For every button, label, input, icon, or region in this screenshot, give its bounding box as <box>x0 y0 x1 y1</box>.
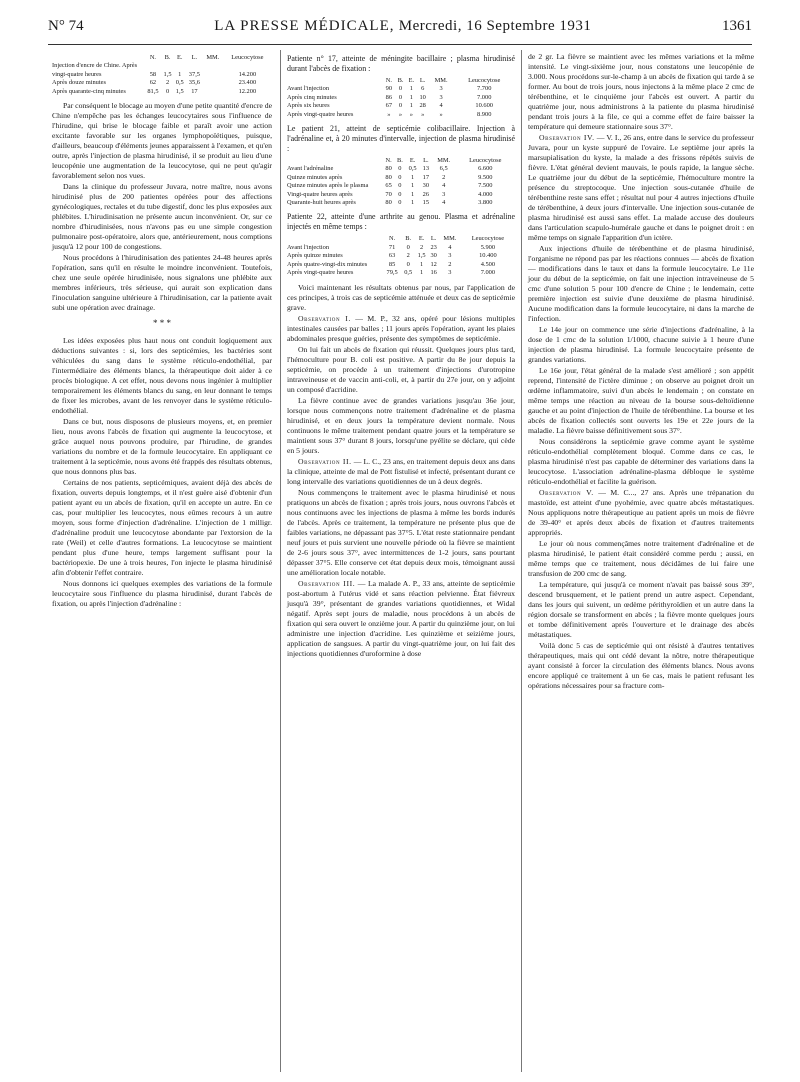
table-cell: 0 <box>398 199 402 207</box>
table-cell: 79,5 <box>386 269 398 277</box>
table-row <box>287 165 515 173</box>
column-header: B. <box>164 54 171 61</box>
table-cell: 3 <box>442 190 446 198</box>
observation-3 <box>287 579 515 659</box>
journal-masthead <box>214 18 591 35</box>
table-cell: 7.000 <box>477 93 492 101</box>
table-cell: 1,5 <box>175 87 184 95</box>
row-label: Après cinq minutes <box>287 93 337 101</box>
paragraph: Le jour où nous commençâmes notre traitement d'adrénaline et de plasma hirudinisé, le patient était considéré comme perdu ; aussi, en même temps que ce traitement, nous décidâmes de lui faire une transfusion de 200 cmc de sang. <box>528 539 754 578</box>
column-header: MM. <box>437 157 451 165</box>
table-row <box>287 261 515 269</box>
column-divider <box>280 50 281 1072</box>
table-row <box>287 174 515 182</box>
table-cell <box>203 88 223 96</box>
table-cell: 80 <box>385 165 392 173</box>
paragraph: Dans la clinique du professeur Juvara, notre maître, nous avons hirudinisé plus de 200 patientes opérées pour des affections gynécologiques, rectales et du tube digestif, donc les plus exposées aux phlébites. L'hirudinisation ne présente aucun inconvénient. Or, sur ce nombre d'hirudinisées, nous n'avons pas eu une simple congestion pulmonaire post-opératoire, alors que, antérieurement, nous comptions jusqu'à 12 pour 100 de congestions. <box>52 182 272 252</box>
table-cell: » <box>421 110 425 118</box>
table-caption: Patiente 22, atteinte d'une arthrite au genou. Plasma et adrénaline injectés en même temps : <box>287 212 515 232</box>
table-cell: 81,5 <box>147 87 159 95</box>
paragraph: On lui fait un abcès de fixation qui réussit. Quelques jours plus tard, l'hémoculture pour B. coli est positive. A partir du 8e jour depuis la septicémie, on procède à un traitement d'injections d'urotropine intraveineuse et de vaccin anti-coli, et, à partir du 27e jour, on y adjoint un composé d'acridine. <box>287 344 515 394</box>
table-cell: 58 <box>149 70 157 78</box>
table-cell: 10 <box>419 93 426 101</box>
table-cell: 0 <box>398 173 402 181</box>
table-row <box>52 62 272 79</box>
table-cell: 0 <box>165 87 170 95</box>
issue-date: Mercredi, 16 Septembre 1931 <box>398 18 592 34</box>
table-cell: 1 <box>409 102 413 110</box>
table-row <box>287 199 515 207</box>
table-cell: 12 <box>430 260 437 268</box>
row-label: Après vingt-quatre heures <box>287 269 354 277</box>
table-row <box>52 79 272 87</box>
observation-text: — V. I., 26 ans, entre dans le service du professeur Juvara, pour un kyste suppuré de l'ovaire. Le septième jour après la marsupialisation du kyste, la malade a des frissons répétés suivis de fièvre. L'état général devient mauvais, le pouls rapide, la langue sèche. Le quatrième jour du début de la septicémie, l'hémoculture montre la présence du streptocoque. Une injection sous-cutanée d'huile de térébenthine reste sans effet ; résultat nul pour 4 autres injections d'huile de térébenthine, à deux jours d'intervalle. Une injection sous-cutanée de plasma hirudinisé est aussi sans effet. La malade accuse des douleurs dans l'articulation scapulo-humérale gauche et dans le poignet droit : en même temps on signale l'apparition d'un ictère. <box>528 133 754 242</box>
table-cell: 37,5 <box>188 70 200 78</box>
table-row <box>52 88 272 96</box>
column-header: MM. <box>206 54 220 61</box>
table-cell: 2 <box>442 173 446 181</box>
table-caption: Patiente n° 17, atteinte de méningite bacillaire ; plasma hirudinisé durant l'abcès de fixation : <box>287 54 515 73</box>
table-cell: 30 <box>422 182 430 190</box>
row-label: Avant l'injection <box>287 243 330 251</box>
table-cell: 9.500 <box>478 173 493 181</box>
row-label: Après vingt-quatre heures <box>287 110 354 118</box>
table-cell: 7.000 <box>480 269 496 277</box>
column-header: E. <box>408 77 415 84</box>
table-cell: 4.500 <box>480 260 496 268</box>
column-header: N. <box>385 77 392 84</box>
row-label: Après quinze minutes <box>287 252 343 260</box>
page-header <box>48 18 752 45</box>
observation-text: — La malade A. P., 33 ans, atteinte de septicémie post-abortum à l'utérus vidé et sans réaction pelvienne. État fiévreux jusqu'à 39°, présentant de grandes variations quotidiennes, et Widal négatif. Après sept jours de maladie, nous procédons à un abcès de fixation qui sera ouvert le onzième jour. A partir du quinzième jour, on lui administre une injection d'acridine. Les quinzième et seizième jours, application de sangsues. A partir du vingt-quatrième jour, on lui fait des injections quotidiennes d'uroformine à dose <box>287 578 516 658</box>
table-cell: 70 <box>385 190 392 198</box>
table-cell: 1,5 <box>417 252 426 260</box>
column-header <box>287 157 383 165</box>
paragraph: Le 16e jour, l'état général de la malade s'est amélioré ; son appétit reprend, l'intensité de l'ictère diminue ; on observe au poignet droit un œdème inflammatoire, suivi d'un abcès le lendemain ; on constate en même temps une réaction au niveau de la bourse sous-deltoïdienne gauche et au point d'injection de l'huile de térébenthine. La bourse et les abcès de fixation collectés sont ouverts les 19e et 22e jours de la maladie. La fièvre baisse définitivement sous 37°. <box>528 366 754 435</box>
table-cell: 6 <box>421 85 425 93</box>
row-label: Après quarante-cinq minutes <box>52 87 126 95</box>
paragraph: Certains de nos patients, septicémiques, avaient déjà des abcès de fixation, ouverts depuis longtemps, et il n'est guère aisé d'obtenir d'un patient ayant eu un abcès de fixation, qu'il en accepte un autre. En ce cas, pour multiplier les leucocytes, nous eûmes recours à un autre moyen, sous forme d'injection d'adrénaline. L'injection de 1 milligr. d'adrénaline produit une leucocytose abondante par l'extorsion de la rate (Weil) et celle d'autres formations. La leucocytose se maintient pendant plus d'une heure, temps largement suffisant pour la bactériopexie. De une à trois heures, l'on injecte le plasma hirudinisé afin d'obtenir l'effet contraire. <box>52 478 272 578</box>
table-row <box>287 269 515 277</box>
observation-text: — M. P., 32 ans, opéré pour lésions multiples intestinales causées par balles ; 11 jours après l'opération, ayant les plaies abdominales presque guéries, présente des symptômes de septicémie. <box>287 313 516 343</box>
column-header: B. <box>397 77 404 84</box>
column-header: Leucocytose <box>231 54 264 61</box>
table-cell: 3.800 <box>478 199 493 207</box>
table-cell: 5.900 <box>480 243 496 251</box>
table-cell: 0,5 <box>404 269 413 277</box>
journal-title: LA PRESSE MÉDICALE, <box>214 18 395 34</box>
column-header: L. <box>191 54 198 61</box>
table-cell: 90 <box>385 85 393 93</box>
observation-label: Observation V. <box>539 488 594 497</box>
paragraph: Nous donnons ici quelques exemples des variations de la formule leucocytaire sous l'influence du plasma hirudinisé, durant l'abcès de fixation, ou après l'injection d'adrénaline : <box>52 579 272 609</box>
table-cell: 80 <box>385 199 392 207</box>
table-cell: 30 <box>430 252 437 260</box>
table-cell: 28 <box>419 102 426 110</box>
row-label: Après quatre-vingt-dix minutes <box>287 260 368 268</box>
table-cell: 1,5 <box>163 70 172 78</box>
table-cell: 0 <box>406 243 410 251</box>
table-cell: 10.600 <box>475 102 493 110</box>
column-right <box>528 52 754 692</box>
column-divider <box>521 50 522 1072</box>
table-cell: 1 <box>178 70 182 78</box>
column-header: L. <box>430 235 437 243</box>
observation-1 <box>287 314 515 344</box>
table-cell: 67 <box>385 102 393 110</box>
leucocyte-table-encre <box>52 54 272 96</box>
column-header: E. <box>177 54 183 61</box>
table-cell: » <box>409 110 413 118</box>
table-cell: 85 <box>388 260 396 268</box>
table-cell: » <box>387 110 391 118</box>
table-row <box>287 244 515 252</box>
page-number: 1361 <box>721 18 752 34</box>
paragraph: La fièvre continue avec de grandes variations jusqu'au 36e jour, lorsque nous commençons notre traitement d'adrénaline et de plasma hirudinisé, et en deux jours la température devient normale. Nous continuons le même traitement pendant quatre jours et la température se maintient sous 37° durant 8 jours, lorsqu'une pyélite se déclare, qui cède en 5 jours. <box>287 395 515 455</box>
table-cell: 1 <box>420 269 424 277</box>
table-row <box>287 252 515 260</box>
table-cell: 2 <box>406 252 410 260</box>
table-cell: 13 <box>422 165 430 173</box>
table-cell: 26 <box>422 190 430 198</box>
paragraph: La température, qui jusqu'à ce moment n'avait pas baissé sous 39°, descend brusquement, et le patient prend un autre aspect. Cependant, dans les jours qui suivent, un œdème périthyroïdien et un autre dans la région dorsale se transforment en abcès ; la fièvre monte quelques jours et tombe définitivement après l'ouverture et le drainage des abcès métastatiques. <box>528 580 754 639</box>
paragraph: Nous considérons la septicémie grave comme ayant le système réticulo-endothélial complètement bloqué. Comme dans ce cas, le plasma hirudinisé n'est pas capable de déterminer des variations dans la leucocytose. L'association adrénaline-plasma débloque le système réticulo-endothélial et facilite la guérison. <box>528 437 754 486</box>
table-cell: 1 <box>411 190 415 198</box>
table-cell: 0 <box>398 85 403 93</box>
column-header: L. <box>423 157 429 165</box>
table-cell: 65 <box>385 182 392 190</box>
table-cell: 86 <box>385 93 393 101</box>
table-cell: 7.500 <box>478 182 493 190</box>
table-cell: 1 <box>409 93 413 101</box>
table-row <box>287 191 515 199</box>
table-cell: 16 <box>430 269 437 277</box>
table-cell: 80 <box>385 173 392 181</box>
column-header: L. <box>419 77 426 84</box>
table-cell: 15 <box>422 199 430 207</box>
table-cell: 0,5 <box>175 79 184 87</box>
paragraph: Nous procédons à l'hirudinisation des patientes 24-48 heures après l'opération, sans qu'il en résulte le moindre inconvénient. Toutefois, chez une seule opérée hirudinisée, nous signalons une phlébite aux membres inférieurs, très sérieuse, qui aurait son explication dans l'inoculation sanguine ultérieure à l'hirudinisation, car la patiente avait subi une opération avec drainage. <box>52 253 272 313</box>
column-left <box>52 52 272 610</box>
column-header: Leucocytose <box>471 235 505 243</box>
row-label: Injection d'encre de Chine. Après vingt-quatre heures <box>52 62 138 78</box>
table-cell: 4 <box>442 199 446 207</box>
table-cell: 63 <box>388 252 396 260</box>
table-cell: 0,5 <box>408 165 417 173</box>
table-caption: Le patient 21, atteint de septicémie colibacillaire. Injection à l'adrénaline et, à 20 minutes d'intervalle, injection de plasma hirudinisé : <box>287 124 515 154</box>
observation-label: Observation II. <box>298 456 352 466</box>
paragraph: Le 14e jour on commence une série d'injections d'adrénaline, à la dose de 1 cmc de la solution 1/1000, chacune suivie à 1 heure d'une injection de plasma hirudinisé. La formule leucocytaire présente de grandes variations. <box>528 325 754 364</box>
column-header: B. <box>396 157 403 165</box>
table-cell: 35,6 <box>188 79 200 87</box>
column-header <box>52 54 144 62</box>
table-cell: 0 <box>398 102 403 110</box>
column-header: N. <box>389 235 396 243</box>
row-label: Après six heures <box>287 102 330 110</box>
table-cell: 2 <box>165 79 170 87</box>
row-label: Vingt-quatre heures après <box>287 190 353 198</box>
leucocyte-table-patient-17 <box>287 77 515 119</box>
table-cell: 4 <box>442 182 446 190</box>
paragraph: Voilà donc 5 cas de septicémie qui ont résisté à d'autres tentatives thérapeutiques, mais qui ont cédé devant la nôtre, notre thérapeutique ayant consisté à forcer la circulation des éléments blancs. Nous avons encore appliqué ce traitement à un 6e cas, mais le patient refusant les opérations nécessaires pour sa fracture com- <box>528 641 754 690</box>
table-cell: » <box>398 110 403 118</box>
table-cell: 23.400 <box>238 79 257 87</box>
paragraph: Les idées exposées plus haut nous ont conduit logiquement aux déductions suivantes : si, lors des septicémies, les bactéries sont véhiculées du sang dans le système réticulo-endothélial, par l'intermédiaire des éléments blancs, la thérapeutique doit aider à ce procès biologique. A cet effet, nous devons nous ingénier à multiplier temporairement les éléments blancs du sang, en leur donnant le temps de fixer les microbes, avant de les renvoyer dans le système réticulo-endothélial. <box>52 336 272 416</box>
table-cell: 4 <box>448 243 452 251</box>
column-header: MM. <box>434 77 448 84</box>
leucocyte-table-patient-22 <box>287 235 515 277</box>
table-cell <box>203 62 223 79</box>
observation-text: — L. C., 23 ans, en traitement depuis deux ans dans la clinique, atteinte de mal de Pott fistulisé et infecté, présentant durant ce long intervalle des variations quotidiennes de un à deux degrés. <box>287 456 516 486</box>
paragraph: de 2 gr. La fièvre se maintient avec les mêmes variations et la même intensité. Le vingt-sixième jour, nous constatons une leucopénie de 3.000. Nous procédons sur-le-champ à un abcès de fixation qui tarde à se former. Au bout de trois jours, nous injectons à la même place 2 cmc de térébenthine, et le cinquième jour l'abcès est ouvert. A partir du quatrième jour, nous administrons à la patiente du plasma hirudinisé pendant trois jours à la file, ce qui a comme effet de faire baisser la température qui demeure stationnaire sous 37°. <box>528 52 754 131</box>
column-header: E. <box>418 235 425 243</box>
table-cell: 2 <box>420 243 424 251</box>
observation-4 <box>528 133 754 243</box>
table-cell: 2 <box>448 260 452 268</box>
issue-number: N° 74 <box>48 18 84 34</box>
paragraph: Aux injections d'huile de térébenthine et de plasma hirudinisé, l'organisme ne répond pas par les réactions connues — abcès de fixation — modifications dans le taux et dans la formule leucocytaire. Le 11e jour du début de la septicémie, on fait une injection intraveineuse de 5 cmc d'une solution 5 pour 100 d'encre de Chine ; le lendemain, cette première injection est suivie d'une deuxième de plasma hirudinisé. Aucune modification dans la formule leucocytaire, ni dans la marche de l'infection. <box>528 244 754 323</box>
table-row <box>287 94 515 102</box>
row-label: Après douze minutes <box>52 79 106 87</box>
observation-text: — M. C..., 27 ans. Après une trépanation du mastoïde, est atteint d'une pyohémie, avec quatre abcès métastatiques. Nous appliquons notre thérapeutique au patient après un mois de fièvre de 39-40° et après deux abcès de fixation et d'autres traitements appropriés. <box>528 488 754 537</box>
table-header-row <box>287 157 515 165</box>
table-cell: 17 <box>422 173 430 181</box>
column-header: Leucocytose <box>468 77 501 84</box>
paragraph: Voici maintenant les résultats obtenus par nous, par l'application de ces principes, à trois cas de septicémie atténuée et deux cas de septicémie grave. <box>287 282 515 312</box>
table-header-row <box>287 235 515 243</box>
table-cell: 0 <box>398 182 402 190</box>
row-label: Quinze minutes après <box>287 173 343 181</box>
table-cell: 1 <box>420 260 424 268</box>
table-cell: 7.700 <box>477 85 492 93</box>
table-cell: 6.600 <box>478 165 493 173</box>
table-row <box>287 102 515 110</box>
paragraph: Par conséquent le blocage au moyen d'une petite quantité d'encre de Chine n'empêche pas les échanges leucocytaires sous l'influence de l'hirudine, qui brise le blocage faible et paraît avoir une action excitante favorable sur les organes lymphopoïétiques, puisque, d'ailleurs, beaucoup d'éléments jeunes apparaissent à l'examen, et qu'en outre, après l'injection de plasma hirudinisé, il se produit au lieu d'une leucopénie une augmentation de la leucocytose, qui ne peut qu'agir favorablement selon nos vues. <box>52 101 272 181</box>
table-cell: 17 <box>191 87 198 95</box>
table-cell: 14.200 <box>238 70 257 78</box>
column-header: N. <box>149 54 157 61</box>
observation-5 <box>528 488 754 538</box>
column-header: E. <box>409 157 416 165</box>
section-separator: * * * <box>153 318 171 329</box>
column-header <box>287 235 383 243</box>
paragraph: Nous commençons le traitement avec le plasma hirudinisé et nous pratiquons un abcès de fixation ; après trois jours, nous ouvrons l'abcès et nous continuons avec les injections de plasma à même les bords indurés de l'abcès. Après ce traitement, la température ne présente plus que de faibles variations, ne dépassant pas 37°5. L'état reste stationnaire pendant neuf jours et puis survient une nouvelle période où la fièvre se maintient de 2-6 jours sous 37°, avec intermittences de 1-2 jours, sans pourtant dépasser 37°5. Elle conserve cet état depuis deux mois, témoignant aussi une amélioration locale notable. <box>287 487 515 577</box>
table-cell: 1 <box>411 173 415 181</box>
paragraph: Dans ce but, nous disposons de plusieurs moyens, et, en premier lieu, nous avons l'abcès de fixation qui augmente la leucocytose, et grâce auquel nous pouvons produire, par l'hirudine, de grandes variations du nombre et de la formule leucocytaire. En appliquant ce traitement à la septicémie, nous avons été frappés des résultats obtenus, que nous donnons plus bas. <box>52 417 272 477</box>
table-cell: 0 <box>398 190 402 198</box>
table-cell: 1 <box>411 199 415 207</box>
row-label: Quinze minutes après le plasma <box>287 182 369 190</box>
row-label: Avant l'adrénaline <box>287 165 334 173</box>
table-cell: 4.000 <box>478 190 493 198</box>
column-middle <box>287 52 515 660</box>
table-cell: » <box>439 110 443 118</box>
column-header: N. <box>385 157 392 165</box>
table-cell: 3 <box>439 85 443 93</box>
leucocyte-table-patient-21 <box>287 157 515 207</box>
observation-label: Observation I. <box>298 313 351 323</box>
table-header-row <box>287 77 515 85</box>
table-cell: 0 <box>406 260 410 268</box>
table-cell: 23 <box>430 243 437 251</box>
table-cell: 71 <box>388 243 396 251</box>
table-cell: 0 <box>398 165 402 173</box>
table-cell: 1 <box>409 85 413 93</box>
table-row <box>287 85 515 93</box>
table-cell: 10.400 <box>479 252 497 260</box>
table-cell: 0 <box>398 93 403 101</box>
table-cell: 1 <box>411 182 415 190</box>
observation-label: Observation IV. <box>539 133 595 142</box>
table-cell: 62 <box>149 79 157 87</box>
column-header: MM. <box>443 235 457 243</box>
table-cell: 8.900 <box>477 110 492 118</box>
table-cell: 3 <box>448 269 452 277</box>
column-header <box>287 77 383 85</box>
table-cell: 6,5 <box>439 165 448 173</box>
observation-2 <box>287 457 515 487</box>
column-header: B. <box>405 235 412 243</box>
table-row <box>287 182 515 190</box>
observation-label: Observation III. <box>298 578 356 588</box>
table-cell: 4 <box>439 102 443 110</box>
table-row <box>287 111 515 119</box>
column-header: Leucocytose <box>469 157 502 165</box>
table-header-row <box>52 54 272 62</box>
table-cell: 3 <box>448 252 452 260</box>
row-label: Avant l'injection <box>287 85 330 93</box>
row-label: Quarante-huit heures après <box>287 199 356 207</box>
table-cell: 3 <box>439 93 443 101</box>
table-cell: 12.200 <box>238 87 257 95</box>
table-cell <box>203 79 223 87</box>
